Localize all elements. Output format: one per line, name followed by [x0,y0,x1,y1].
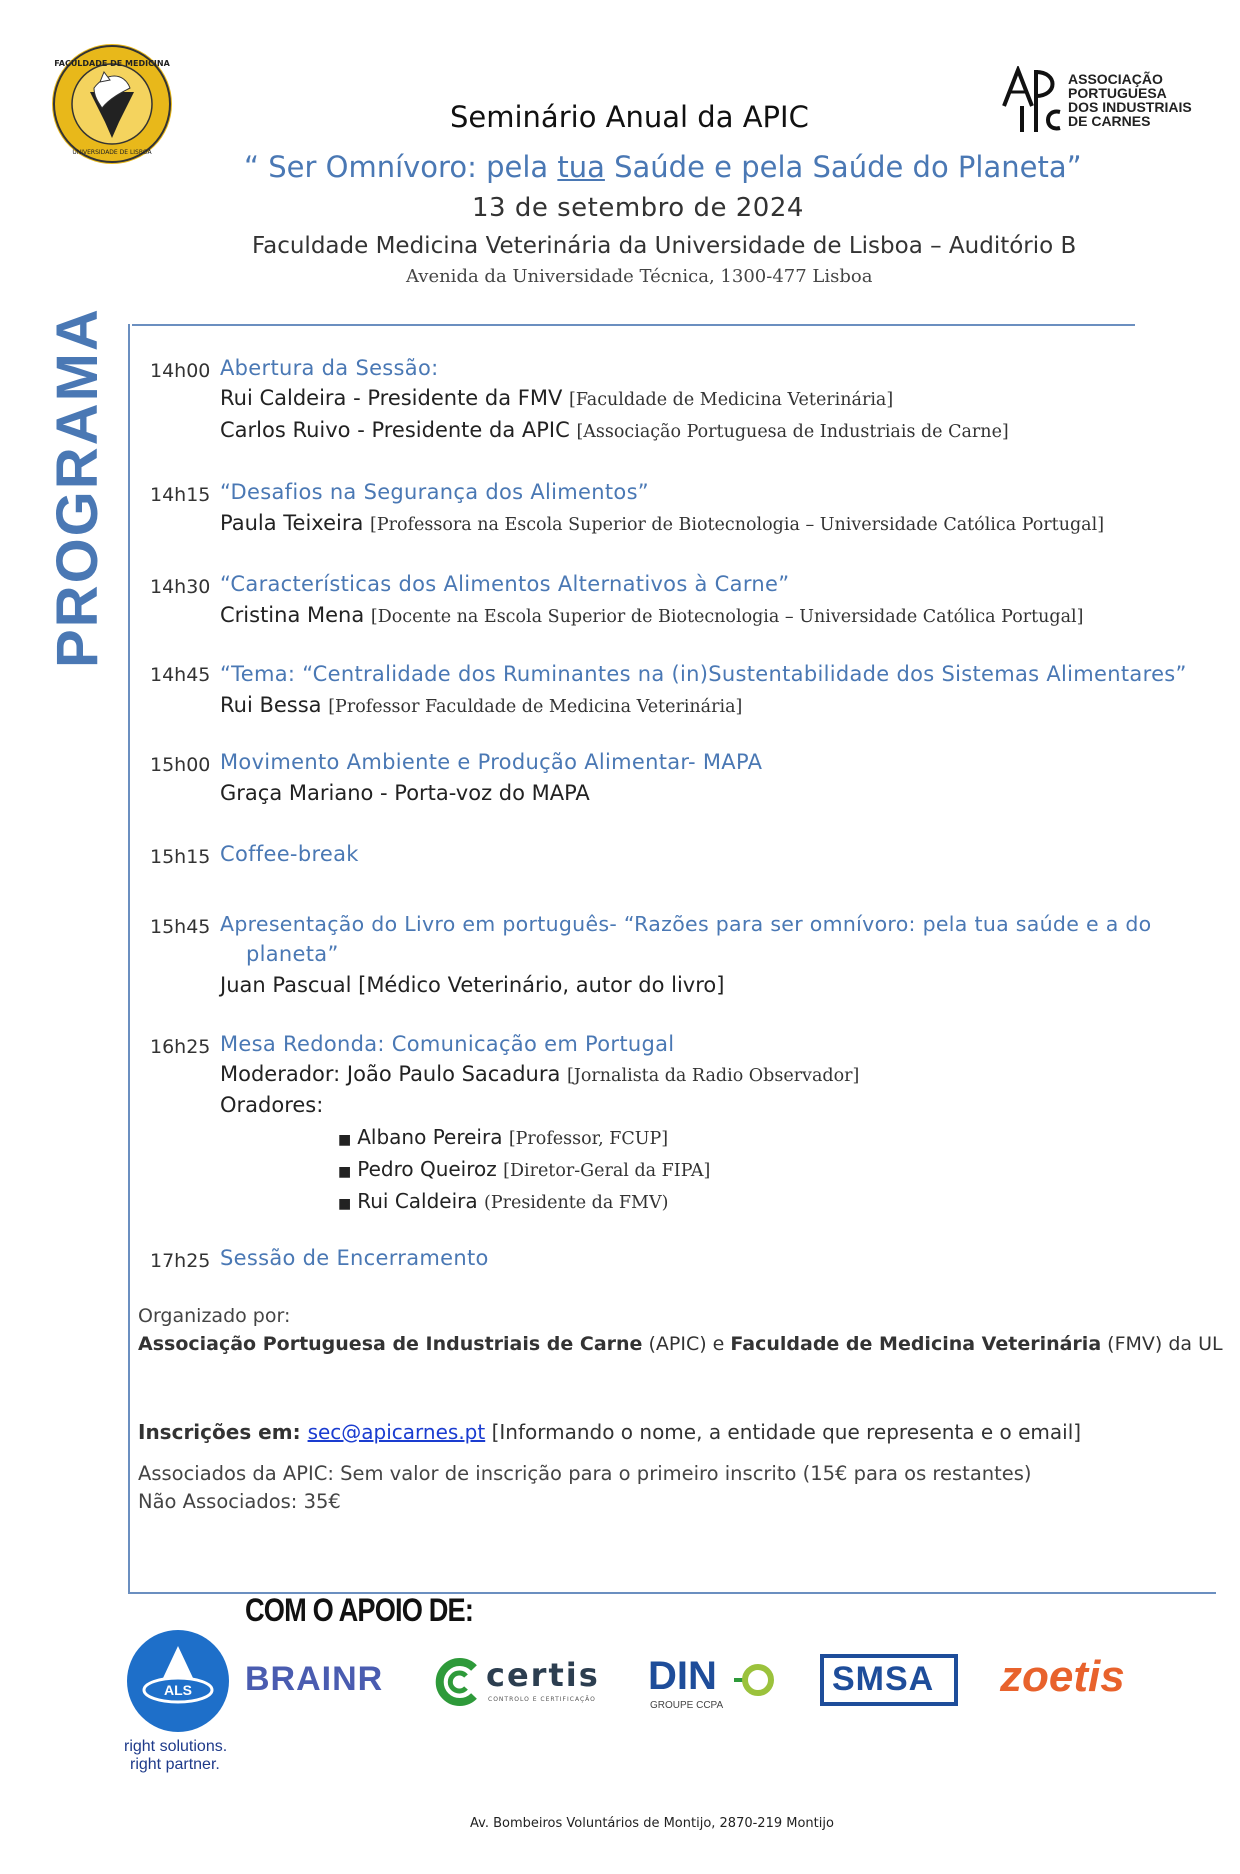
non-members-price: Não Associados: 35€ [138,1490,341,1513]
agenda-time: 14h00 [150,360,211,382]
svg-text:UNIVERSIDADE DE LISBOA: UNIVERSIDADE DE LISBOA [72,149,152,156]
agenda-time: 15h00 [150,754,211,776]
agenda-speaker: Cristina Mena [Docente na Escola Superior de Biotecnologia – Universidade Católica Portugal] [220,603,1084,627]
smsa-logo: SMSA [832,1660,935,1698]
agenda-title: “Desafios na Segurança dos Alimentos” [220,480,649,504]
venue: Faculdade Medicina Veterinária da Universidade de Lisboa – Auditório B [252,233,1077,259]
svg-text:FACULDADE DE MEDICINA: FACULDADE DE MEDICINA [54,59,170,68]
agenda-time: 15h15 [150,846,211,868]
certis-logo-mark [430,1656,482,1708]
agenda-title: Sessão de Encerramento [220,1246,489,1270]
brainr-logo: BRAINR [245,1660,384,1698]
footer-address: Av. Bombeiros Voluntários de Montijo, 2870-219 Montijo [470,1816,834,1831]
registration-line: Inscrições em: sec@apicarnes.pt [Informando o nome, a entidade que representa e o email] [138,1420,1082,1444]
agenda-speakers-label: Oradores: [220,1093,324,1117]
programa-vertical-label: PROGRAMA [45,307,110,668]
agenda-speaker: Rui Bessa [Professor Faculdade de Medicina Veterinária] [220,693,743,717]
agenda-time: 15h45 [150,916,211,938]
agenda-speaker: Carlos Ruivo - Presidente da APIC [Associação Portuguesa de Industriais de Carne] [220,418,1009,442]
agenda-time: 14h15 [150,484,211,506]
din-logo: DIN [648,1654,717,1698]
fmv-logo [50,42,174,166]
sponsors-title: COM O APOIO DE: [245,1592,474,1628]
agenda-speaker: Graça Mariano - Porta-voz do MAPA [220,781,590,805]
registration-email-link[interactable]: sec@apicarnes.pt [307,1420,486,1444]
agenda-title: Movimento Ambiente e Produção Alimentar- MAPA [220,750,763,774]
venue-address: Avenida da Universidade Técnica, 1300-477 Lisboa [406,266,873,287]
agenda-time: 16h25 [150,1036,211,1058]
zoetis-logo: zoetis [1000,1652,1125,1701]
agenda-title-continued: planeta” [246,942,339,966]
agenda-speaker: Juan Pascual [Médico Veterinário, autor do livro] [220,973,725,997]
apic-logo-text: ASSOCIAÇÃO PORTUGUESA DOS INDUSTRIAIS DE CARNES [1068,71,1192,129]
svg-text:ALS: ALS [164,1682,192,1698]
agenda-speaker: Paula Teixeira [Professora na Escola Superior de Biotecnologia – Universidade Católica Portugal] [220,511,1105,535]
seminar-title: Seminário Anual da APIC [450,100,809,134]
speaker-bullet: ■ Rui Caldeira (Presidente da FMV) [338,1189,669,1213]
apic-logo [1000,66,1064,136]
agenda-title: “Características dos Alimentos Alternativos à Carne” [220,572,790,596]
agenda-title: “Tema: “Centralidade dos Ruminantes na (in)Sustentabilidade dos Sistemas Alimentares” [220,662,1187,686]
agenda-time: 17h25 [150,1250,211,1272]
certis-logo: certis [486,1656,600,1694]
speaker-bullet: ■ Pedro Queiroz [Diretor-Geral da FIPA] [338,1157,711,1181]
din-tagline: GROUPE CCPA [650,1700,724,1711]
als-logo [125,1628,231,1734]
din-logo-mark [730,1660,774,1700]
agenda-speaker: Rui Caldeira - Presidente da FMV [Faculdade de Medicina Veterinária] [220,386,894,410]
members-price: Associados da APIC: Sem valor de inscrição para o primeiro inscrito (15€ para os restantes) [138,1462,1032,1485]
agenda-title: Coffee-break [220,842,359,866]
agenda-title: Apresentação do Livro em português- “Razões para ser omnívoro: pela tua saúde e a do [220,912,1152,936]
agenda-title: Mesa Redonda: Comunicação em Portugal [220,1032,675,1056]
agenda-moderator: Moderador: João Paulo Sacadura [Jornalista da Radio Observador] [220,1062,860,1086]
seminar-subtitle: “ Ser Omnívoro: pela tua Saúde e pela Saúde do Planeta” [244,150,1082,184]
speaker-bullet: ■ Albano Pereira [Professor, FCUP] [338,1125,669,1149]
agenda-time: 14h30 [150,576,211,598]
organizer-text: Associação Portuguesa de Industriais de Carne (APIC) e Faculdade de Medicina Veterinária (FMV) da UL [138,1333,1223,1355]
seminar-date: 13 de setembro de 2024 [472,193,804,223]
organizer-label: Organizado por: [138,1305,291,1327]
frame-left-rule [128,324,130,1594]
agenda-time: 14h45 [150,664,211,686]
agenda-title: Abertura da Sessão: [220,356,439,380]
certis-tagline: CONTROLO E CERTIFICAÇÃO [488,1696,596,1703]
frame-top-rule [132,324,1135,326]
als-tagline: right solutions. right partner. [124,1738,228,1773]
